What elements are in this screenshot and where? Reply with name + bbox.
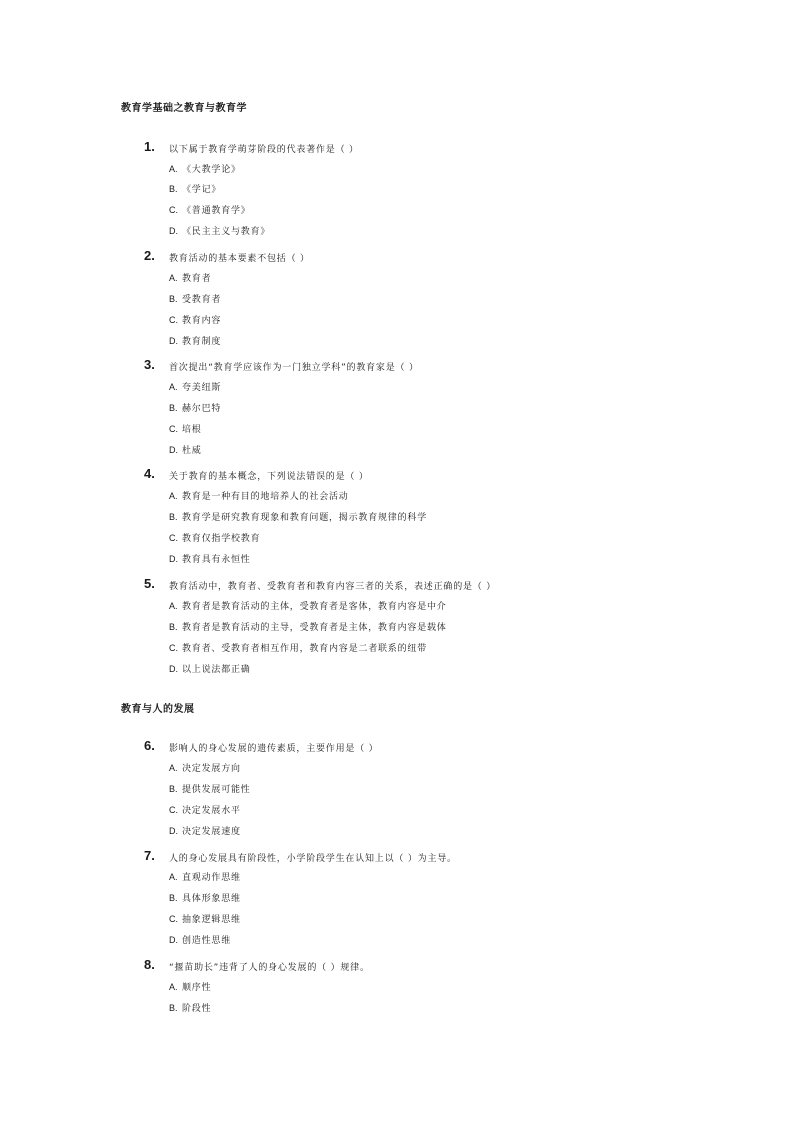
question-stem: 教育活动中，教育者、受教育者和教育内容三者的关系，表述正确的是（ ） [169,582,497,592]
option [169,782,251,795]
option-text: 教育制度 [182,337,222,347]
question-number: 6. [144,738,155,753]
question-number: 4. [144,466,155,481]
option-letter: A. [169,982,178,992]
option-letter: B. [169,622,178,632]
option-text: 《民主主义与教育》 [182,227,271,237]
option-letter: C. [169,914,178,924]
option-letter: B. [169,784,178,794]
option [169,620,447,633]
option [169,662,251,675]
option [169,510,427,523]
option-letter: A. [169,872,178,882]
option-letter: D. [169,554,178,564]
option-text: 教育仅指学校教育 [182,534,261,544]
option [169,599,447,612]
option [169,401,221,414]
option [169,761,241,774]
option [169,224,270,237]
option-text: 教育具有永恒性 [182,555,251,565]
option [169,912,241,925]
option [169,641,427,654]
question-number: 1. [144,139,155,154]
option-text: 《普通教育学》 [182,206,251,216]
question-number: 7. [144,848,155,863]
option-text: 《大教学论》 [182,165,241,175]
option [169,313,221,326]
question-stem: 人的身心发展具有阶段性，小学阶段学生在认知上以（ ）为主导。 [169,854,457,864]
option-text: 教育者是教育活动的主体，受教育者是客体，教育内容是中介 [182,602,447,612]
option [169,891,241,904]
option-text: 具体形象思维 [182,894,241,904]
option [169,380,221,393]
question-number: 3. [144,357,155,372]
option [169,334,221,347]
option-letter: A. [169,382,178,392]
option [169,824,241,837]
option-text: 教育者是教育活动的主导，受教育者是主体，教育内容是载体 [182,623,447,633]
question-number: 2. [144,248,155,263]
option-letter: A. [169,601,178,611]
option-letter: A. [169,164,178,174]
option [169,552,251,565]
question-stem: 影响人的身心发展的遗传素质，主要作用是（ ） [169,744,379,754]
option-text: 顺序性 [182,983,212,993]
option-letter: B. [169,512,178,522]
question-stem: 关于教育的基本概念，下列说法错误的是（ ） [169,472,369,482]
question-stem: 教育活动的基本要素不包括（ ） [169,254,310,264]
option [169,292,221,305]
option-text: 受教育者 [182,295,222,305]
option-text: 提供发展可能性 [182,785,251,795]
option-letter: D. [169,336,178,346]
question-stem: 以下属于教育学萌芽阶段的代表著作是（ ） [169,145,359,155]
option [169,162,241,175]
option-text: 决定发展水平 [182,806,241,816]
option-letter: D. [169,826,178,836]
option [169,489,349,502]
option-text: 教育内容 [182,316,222,326]
option-text: 教育者 [182,274,212,284]
option-text: 《学记》 [182,185,222,195]
option-letter: B. [169,1003,178,1013]
option-letter: D. [169,226,178,236]
option [169,203,251,216]
option [169,1001,211,1014]
section-title: 教育学基础之教育与教育学 [121,103,247,114]
option-text: 教育是一种有目的地培养人的社会活动 [182,492,349,502]
option-text: 阶段性 [182,1004,212,1014]
option-text: 赫尔巴特 [182,404,222,414]
option-letter: B. [169,294,178,304]
option-letter: C. [169,424,178,434]
option-letter: C. [169,205,178,215]
section-title: 教育与人的发展 [121,704,195,715]
option-letter: D. [169,445,178,455]
question-stem: 首次提出“教育学应该作为一门独立学科”的教育家是（ ） [169,363,419,373]
option-text: 决定发展速度 [182,827,241,837]
option-letter: C. [169,315,178,325]
option-text: 培根 [182,425,202,435]
option-letter: D. [169,664,178,674]
option-text: 抽象逻辑思维 [182,915,241,925]
option [169,182,221,195]
option-text: 直观动作思维 [182,873,241,883]
option-text: 杜威 [182,446,202,456]
option [169,933,231,946]
option [169,531,260,544]
option-text: 教育学是研究教育现象和教育问题，揭示教育规律的科学 [182,513,428,523]
option [169,870,241,883]
option-letter: C. [169,533,178,543]
option-letter: D. [169,935,178,945]
option-text: 夸美纽斯 [182,383,222,393]
question-number: 8. [144,957,155,972]
question-number: 5. [144,576,155,591]
option-letter: B. [169,184,178,194]
option [169,422,202,435]
option-letter: A. [169,763,178,773]
option-letter: A. [169,491,178,501]
option-letter: B. [169,403,178,413]
option-text: 以上说法都正确 [182,665,251,675]
option-text: 教育者、受教育者相互作用，教育内容是二者联系的纽带 [182,644,428,654]
option-letter: B. [169,893,178,903]
option [169,271,211,284]
option [169,803,241,816]
option-letter: C. [169,643,178,653]
option-letter: A. [169,273,178,283]
option-text: 创造性思维 [182,936,232,946]
option-letter: C. [169,805,178,815]
option [169,980,211,993]
option [169,443,202,456]
option-text: 决定发展方向 [182,764,241,774]
question-stem: “揠苗助长”违背了人的身心发展的（ ）规律。 [169,963,370,973]
